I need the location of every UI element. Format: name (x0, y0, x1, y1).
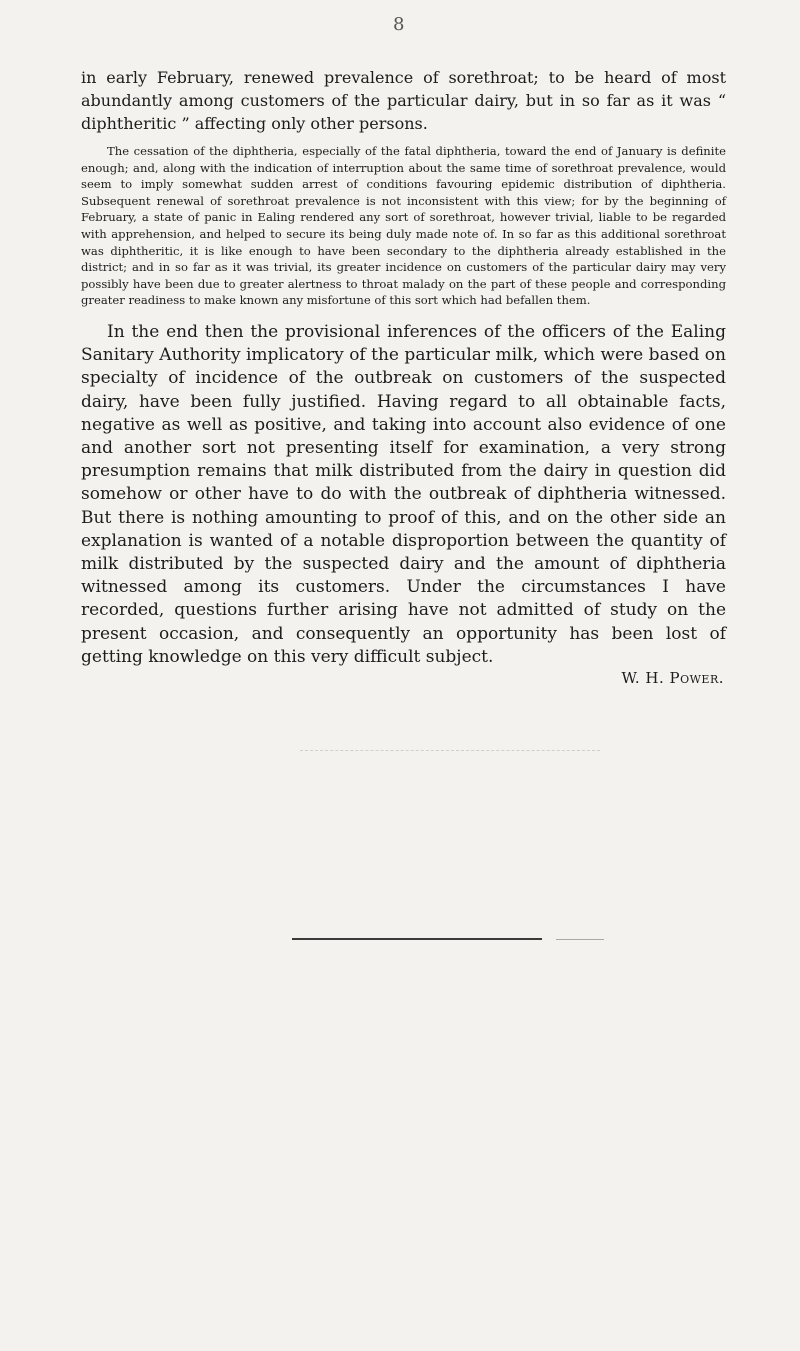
intro-paragraph: in early February, renewed prevalence of sorethroat; to be heard of most abundantly among customers of the particular dairy, but in so far as it was “ diphtheritic ” affecting only other persons. (81, 68, 726, 133)
faint-dashed-mark (300, 750, 600, 752)
faint-rule (556, 939, 604, 940)
page-content (81, 66, 726, 687)
note-paragraph: The cessation of the diphtheria, especially of the fatal diphtheria, toward the end of January is definite enough; and, along with the indication of interruption about the same time of sorethroat prevalence, would seem to imply somewhat sudden arrest of conditions favouring epidemic distribution of diphtheria. Subsequent renewal of sorethroat prevalence is not inconsistent with this view; for by the beginning of February, a state of panic in Ealing rendered any sort of sorethroat, however trivial, liable to be regarded with apprehension, and helped to secure its being duly made note of. In so far as this additional sorethroat was diphtheritic, it is like enough to have been secondary to the diphtheria already established in the district; and in so far as it was trivial, its greater incidence on customers of the particular dairy may very possibly have been due to greater alertness to throat malady on the part of these people and corresponding greater readiness to make known any misfortune of this sort which had befallen them. (81, 144, 726, 308)
conclusion-paragraph: In the end then the provisional inferences of the officers of the Ealing Sanitary Authority implicatory of the particular milk, which were based on specialty of incidence of the outbreak on customers of the suspected dairy, have been fully justified. Having regard to all obtainable facts, negative as well as positive, and taking into account also evidence of one and another sort not presenting itself for examination, a very strong presumption remains that milk distributed from the dairy in question did somehow or other have to do with the outbreak of diphtheria witnessed. But there is nothing amounting to proof of this, and on the other side an explanation is wanted of a notable disproportion between the quantity of milk distributed by the suspected dairy and the amount of diphtheria witnessed among its customers. Under the circumstances I have recorded, questions further arising have not admitted of study on the present occasion, and consequently an opportunity has been lost of getting knowledge on this very difficult subject. (81, 321, 726, 667)
horizontal-rule (292, 938, 542, 940)
page-number: 8 (393, 14, 405, 35)
author-signature: W. H. Power. (621, 668, 724, 687)
